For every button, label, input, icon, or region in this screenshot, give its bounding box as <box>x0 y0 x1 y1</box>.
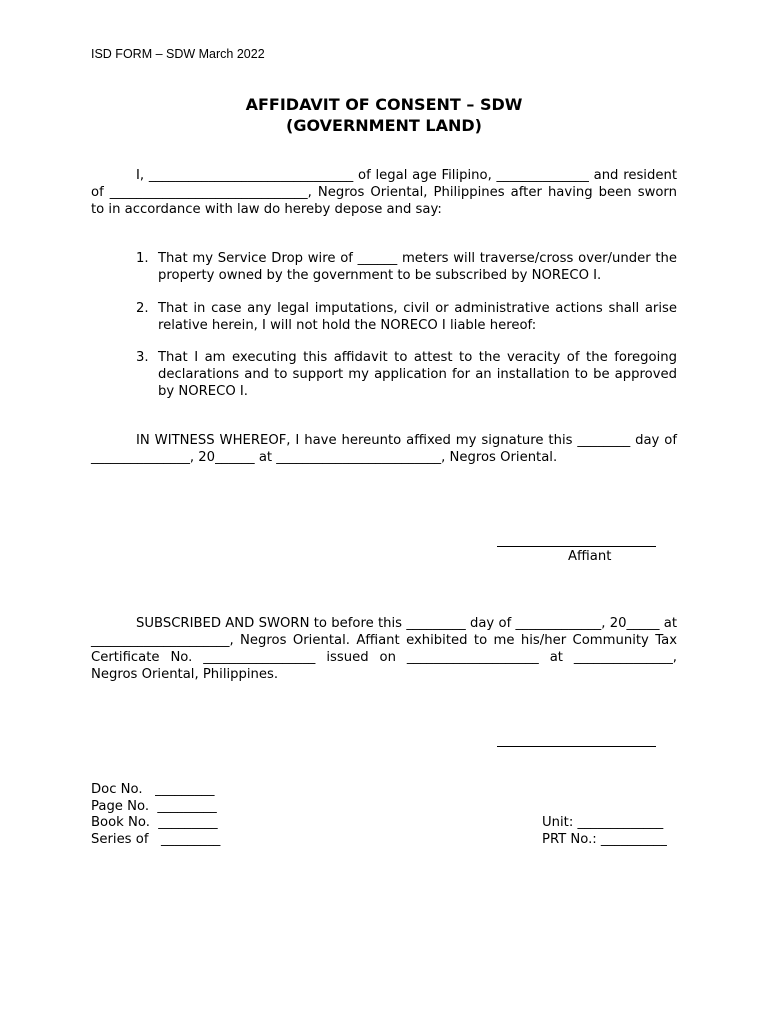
form-code-header: ISD FORM – SDW March 2022 <box>91 47 265 61</box>
unit-field: Unit: _____________ <box>542 815 664 830</box>
document-subtitle: (GOVERNMENT LAND) <box>286 116 482 135</box>
intro-paragraph: I, _______________________________ of legal age Filipino, ______________ and resident of ______________________________, Negros Oriental, Philippines after having been sworn to in accordance with law do hereby depose and say: <box>91 168 677 217</box>
list-item-text: That in case any legal imputations, civil or administrative actions shall arise relative herein, I will not hold the NORECO I liable hereof: <box>158 301 677 333</box>
list-item-1 <box>136 250 677 284</box>
series-of-field: Series of _________ <box>91 831 221 847</box>
prt-no-field: PRT No.: __________ <box>542 831 667 847</box>
list-item-3 <box>136 349 677 400</box>
notary-signature-line <box>497 746 656 747</box>
affiant-label: Affiant <box>568 549 612 564</box>
jurat-paragraph: SUBSCRIBED AND SWORN to before this _________ day of _____________, 20_____ at _____________________, Negros Oriental. Affiant exhibited to me his/her Community Tax Certificate No. _________________ issued on ____________________ at _______________, Negros Oriental, Philippines. <box>91 616 677 682</box>
list-item-number: 3. <box>136 350 149 365</box>
list-item-number: 1. <box>136 251 149 266</box>
list-item-text: That my Service Drop wire of ______ meters will traverse/cross over/under the property owned by the government to be subscribed by NORECO I. <box>158 251 677 283</box>
document-title: AFFIDAVIT OF CONSENT – SDW <box>245 95 523 114</box>
list-item-2 <box>136 300 677 334</box>
doc-no-field: Doc No. _________ <box>91 782 215 797</box>
book-no-field: Book No. _________ <box>91 815 218 830</box>
page-no-field: Page No. _________ <box>91 798 217 814</box>
witness-paragraph: IN WITNESS WHEREOF, I have hereunto affixed my signature this ________ day of _______________, 20______ at _________________________, Negros Oriental. <box>91 433 677 465</box>
list-item-text: That I am executing this affidavit to attest to the veracity of the foregoing declarations and to support my application for an installation to be approved by NORECO I. <box>158 350 677 399</box>
registry-left-block <box>91 782 220 848</box>
list-item-number: 2. <box>136 301 149 316</box>
registry-right-block <box>542 815 667 848</box>
affiant-signature-line <box>497 546 656 547</box>
